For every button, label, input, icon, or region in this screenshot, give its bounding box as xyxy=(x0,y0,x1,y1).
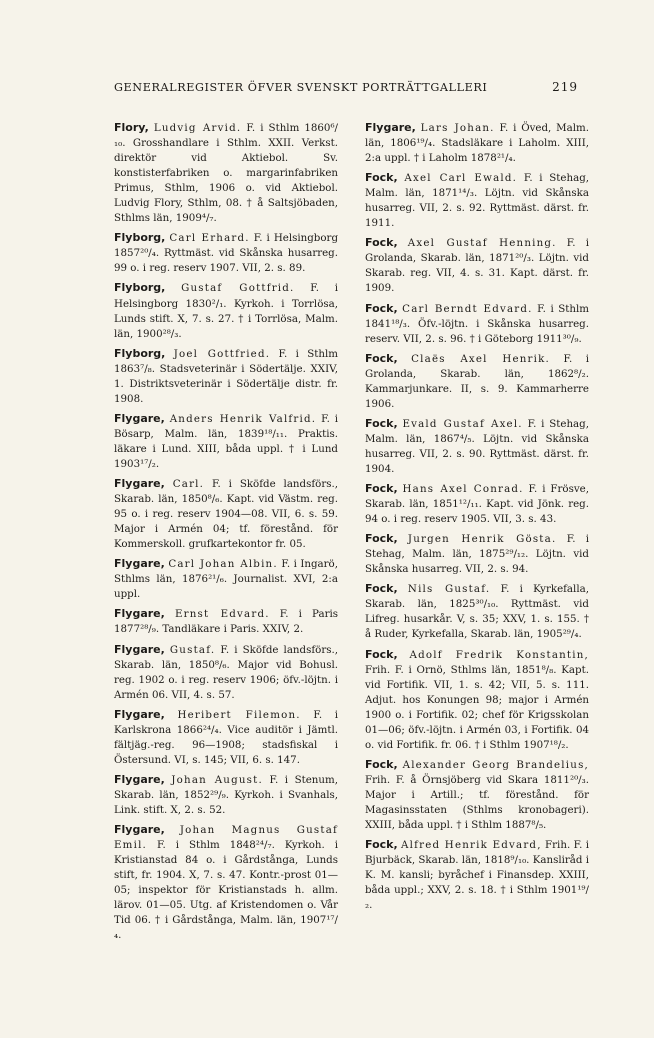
register-entry xyxy=(114,642,338,703)
entry-given-names: Adolf Fredrik Konstantin, xyxy=(409,648,589,661)
entry-surname: Fock, xyxy=(365,582,398,596)
entry-given-names: Heribert Filemon. xyxy=(177,708,301,721)
entry-surname: Flygare, xyxy=(114,772,165,786)
entry-given-names: Carl Berndt Edvard. xyxy=(402,302,533,315)
register-entry xyxy=(365,170,589,231)
register-entry xyxy=(365,416,589,477)
left-column xyxy=(114,120,338,980)
running-header xyxy=(114,80,578,94)
entry-details: F. i Stehag, Malm. län, 1875²⁹/₁₂. Löjtn. vid Skånska husarreg. VII, 2. s. 94. xyxy=(365,533,590,576)
register-columns xyxy=(114,120,589,980)
entry-details: F. i Stenum, Skarab. län, 1852²⁹/₉. Kyrkoh. i Svanhals, Link. stift. X, 2. s. 52. xyxy=(114,773,338,816)
entry-surname: Fock, xyxy=(365,838,398,852)
entry-details: F. i Sthlm 1848²⁴/₇. Kyrkoh. i Kristianstad 84 o. i Gårdstånga, Lunds stift, fr. 1904. X, 7. s. 47. Kontr.-prost 01—05; inspektor för Kristianstads h. allm. lärov. 01—05. Utg. af Kristendomen o. Vår Tid 06. † i Gårdstånga, Malm. län, 1907¹⁷/₄. xyxy=(114,839,339,942)
entry-surname: Flyborg, xyxy=(114,231,166,245)
register-entry xyxy=(114,120,338,226)
entry-given-names: Evald Gustaf Axel. xyxy=(402,417,523,430)
entry-details: F. i Paris 1877²⁸/₉. Tandläkare i Paris. XXIV, 2. xyxy=(114,608,339,636)
entry-surname: Flygare, xyxy=(114,707,165,721)
entry-surname: Fock, xyxy=(365,416,398,430)
entry-given-names: Anders Henrik Valfrid. xyxy=(169,412,317,425)
register-entry xyxy=(114,772,338,818)
entry-given-names: Ludvig Arvid. xyxy=(153,122,242,134)
entry-surname: Flygare, xyxy=(114,642,165,656)
register-entry xyxy=(365,581,589,642)
entry-details: F. i Grolanda, Skarab. län, 1871²⁰/₃. Löjtn. vid Skarab. reg. VII, 4. s. 31. Kapt. därst. fr. 1909. xyxy=(365,237,589,295)
entry-surname: Flory, xyxy=(114,121,149,134)
register-entry xyxy=(114,556,338,602)
entry-details: F. i Sköfde landsförs., Skarab. län, 1850⁸/₆. Kapt. vid Västm. reg. 95 o. i reg. reserv 1904—08. VII, 6. s. 59. Major i Armén 04; tf. förestånd. för Kommerskoll. grufkartekontor fr. 05. xyxy=(114,478,338,551)
entry-given-names: Gustaf Gottfrid. xyxy=(181,282,295,295)
register-entry xyxy=(365,481,589,527)
entry-surname: Flygare, xyxy=(114,477,165,491)
register-entry xyxy=(365,301,589,347)
register-entry xyxy=(114,476,338,552)
entry-surname: Fock, xyxy=(365,757,398,771)
entry-details: F. i Sthlm 1860⁶/₁₀. Grosshandlare i Sthlm. XXII. Verkst. direktör vid Aktiebol. Sv. konstisterfabriken o. margarinfabriken Primus, Sthlm, 1906 o. vid Aktiebol. Ludvig Flory, Sthlm, 08. † å Saltsjöbaden, Sthlms län, 1909⁴/₇. xyxy=(114,122,339,225)
entry-details: F. i Stehag, Malm. län, 1867⁴/₅. Löjtn. vid Skånska husarreg. VII, 2. s. 90. Ryttmäst. därst. fr. 1904. xyxy=(365,417,589,475)
entry-given-names: Gustaf. xyxy=(169,643,216,656)
entry-surname: Fock, xyxy=(365,351,398,365)
entry-surname: Flygare, xyxy=(114,557,165,571)
register-entry xyxy=(114,822,338,943)
entry-given-names: Axel Carl Ewald. xyxy=(404,172,518,185)
entry-given-names: Johan August. xyxy=(171,773,263,786)
entry-surname: Fock, xyxy=(365,171,398,185)
register-entry xyxy=(114,346,338,407)
entry-details: F. i Helsingborg 1857²⁰/₄. Ryttmäst. vid Skånska husarreg. 99 o. i reg. reserv 1907. VII, 2. s. 89. xyxy=(114,232,339,275)
entry-details: F. i Stehag, Malm. län, 1871¹⁴/₃. Löjtn. vid Skånska husarreg. VII, 2. s. 92. Ryttmäst. därst. fr. 1911. xyxy=(365,172,590,230)
page-number: 219 xyxy=(552,80,578,94)
entry-details: F. i Grolanda, Skarab. län, 1862⁸/₂. Kammarjunkare. II, s. 9. Kammarherre 1906. xyxy=(365,352,589,410)
register-entry xyxy=(365,531,589,577)
entry-details: F. i Ingarö, Sthlms län, 1876²¹/₆. Journalist. XVI, 2:a uppl. xyxy=(114,558,338,601)
entry-surname: Fock, xyxy=(365,532,398,546)
entry-given-names: Joel Gottfried. xyxy=(173,347,271,360)
entry-surname: Flyborg, xyxy=(114,281,166,295)
entry-given-names: Carl Erhard. xyxy=(169,232,250,245)
entry-surname: Fock, xyxy=(365,482,398,496)
entry-details: Frih. F. i Ornö, Sthlms län, 1851⁸/₈. Kapt. vid Fortifik. VII, 1. s. 42; VII, 5. s. 111. Adjut. hos Konungen 98; major i Armén 1900 o. i Fortifik. 02; chef för Krigsskolan 01—06; öfv.-löjtn. i Armén 03, i Fortifik. 04 o. vid Fortifik. fr. 06. † i Sthlm 1907¹⁸/₂. xyxy=(365,663,589,751)
entry-given-names: Hans Axel Conrad. xyxy=(402,483,524,496)
register-entry xyxy=(365,235,589,296)
register-entry xyxy=(365,647,589,753)
entry-given-names: Jurgen Henrik Gösta. xyxy=(407,533,557,546)
entry-surname: Flygare, xyxy=(114,411,165,425)
entry-given-names: Claës Axel Henrik. xyxy=(411,352,550,365)
register-entry xyxy=(365,837,589,913)
right-column xyxy=(365,120,589,980)
header-title: GENERALREGISTER ÖFVER SVENSKT PORTRÄTTGALLERI xyxy=(114,81,488,94)
entry-given-names: Ernst Edvard. xyxy=(174,608,270,621)
entry-details: Frih. F. i Bjurbäck, Skarab. län, 1818⁹/₁₀. Kansliråd i K. M. kansli; byråchef i Finansdep. XXIII, båda uppl.; XXV, 2. s. 18. † i Sthlm 1901¹⁹/₂. xyxy=(365,839,590,912)
entry-details: F. i Bösarp, Malm. län, 1839¹⁸/₁₁. Praktis. läkare i Lund. XIII, båda uppl. † i Lund 1903¹⁷/₂. xyxy=(114,412,338,470)
entry-given-names: Alfred Henrik Edvard, xyxy=(401,839,542,852)
register-entry xyxy=(114,707,338,768)
register-entry xyxy=(365,757,589,833)
entry-surname: Fock, xyxy=(365,301,398,315)
entry-surname: Fock, xyxy=(365,236,398,250)
entry-details: F. i Sthlm 1863⁷/₈. Stadsveterinär i Södertälje. XXIV, 1. Distriktsveterinär i Södertälje distr. fr. 1908. xyxy=(114,347,339,405)
entry-details: F. i Sthlm 1841¹⁸/₃. Öfv.-löjtn. i Skånska husarreg. reserv. VII, 2. s. 96. † i Göteborg 1911³⁰/₉. xyxy=(365,302,589,345)
entry-surname: Flygare, xyxy=(114,607,165,621)
entry-details: F. i Frösve, Skarab. län, 1851¹²/₁₁. Kapt. vid Jönk. reg. 94 o. i reg. reserv 1905. VII, 3. s. 43. xyxy=(365,483,589,526)
register-entry xyxy=(114,230,338,276)
entry-given-names: Lars Johan. xyxy=(420,122,495,134)
entry-given-names: Alexander Georg Brandelius, xyxy=(402,758,589,771)
register-entry xyxy=(114,411,338,472)
entry-details: F. i Öved, Malm. län, 1806¹⁹/₄. Stadsläkare i Laholm. XIII, 2:a uppl. † i Laholm 1878²¹/₄. xyxy=(365,122,589,165)
register-entry xyxy=(114,606,338,637)
entry-details: Frih. F. å Örnsjöberg vid Skara 1811²⁰/₃. Major i Artill.; tf. förestånd. för Magasinsstaten (Sthlms kronobageri). XXIII, båda uppl. † i Sthlm 1887⁸/₅. xyxy=(365,773,589,832)
register-entry xyxy=(114,280,338,341)
entry-given-names: Carl. xyxy=(172,478,205,491)
entry-given-names: Carl Johan Albin. xyxy=(168,558,278,571)
entry-details: F. i Kyrkefalla, Skarab. län, 1825³⁰/₁₀. Ryttmäst. vid Lifreg. husarkår. V, s. 35; XXV, 1. s. 155. † å Ruder, Kyrkefalla, Skarab. län, 1905²⁹/₄. xyxy=(365,583,589,641)
entry-surname: Fock, xyxy=(365,647,398,661)
entry-surname: Flyborg, xyxy=(114,346,166,360)
entry-surname: Flygare, xyxy=(114,823,165,837)
entry-details: F. i Helsingborg 1830²/₁. Kyrkoh. i Torrlösa, Lunds stift. X, 7. s. 27. † i Torrlösa, Malm. län, 1900²⁸/₃. xyxy=(114,282,339,340)
entry-given-names: Axel Gustaf Henning. xyxy=(407,237,557,250)
entry-given-names: Nils Gustaf. xyxy=(407,583,491,596)
entry-surname: Flygare, xyxy=(365,121,416,134)
register-entry xyxy=(365,351,589,412)
register-entry xyxy=(365,120,589,166)
entry-details: F. i Karlskrona 1866²⁴/₄. Vice auditör i Jämtl. fältjäg.-reg. 96—1908; stadsfiskal i Östersund. VI, s. 145; VII, 6. s. 147. xyxy=(114,708,339,766)
entry-given-names: Johan Magnus Gustaf Emil. xyxy=(114,824,338,852)
entry-details: F. i Sköfde landsförs., Skarab. län, 1850⁸/₆. Major vid Bohusl. reg. 1902 o. i reg. reserv 1906; öfv.-löjtn. i Armén 06. VII, 4. s. 57. xyxy=(114,643,338,701)
